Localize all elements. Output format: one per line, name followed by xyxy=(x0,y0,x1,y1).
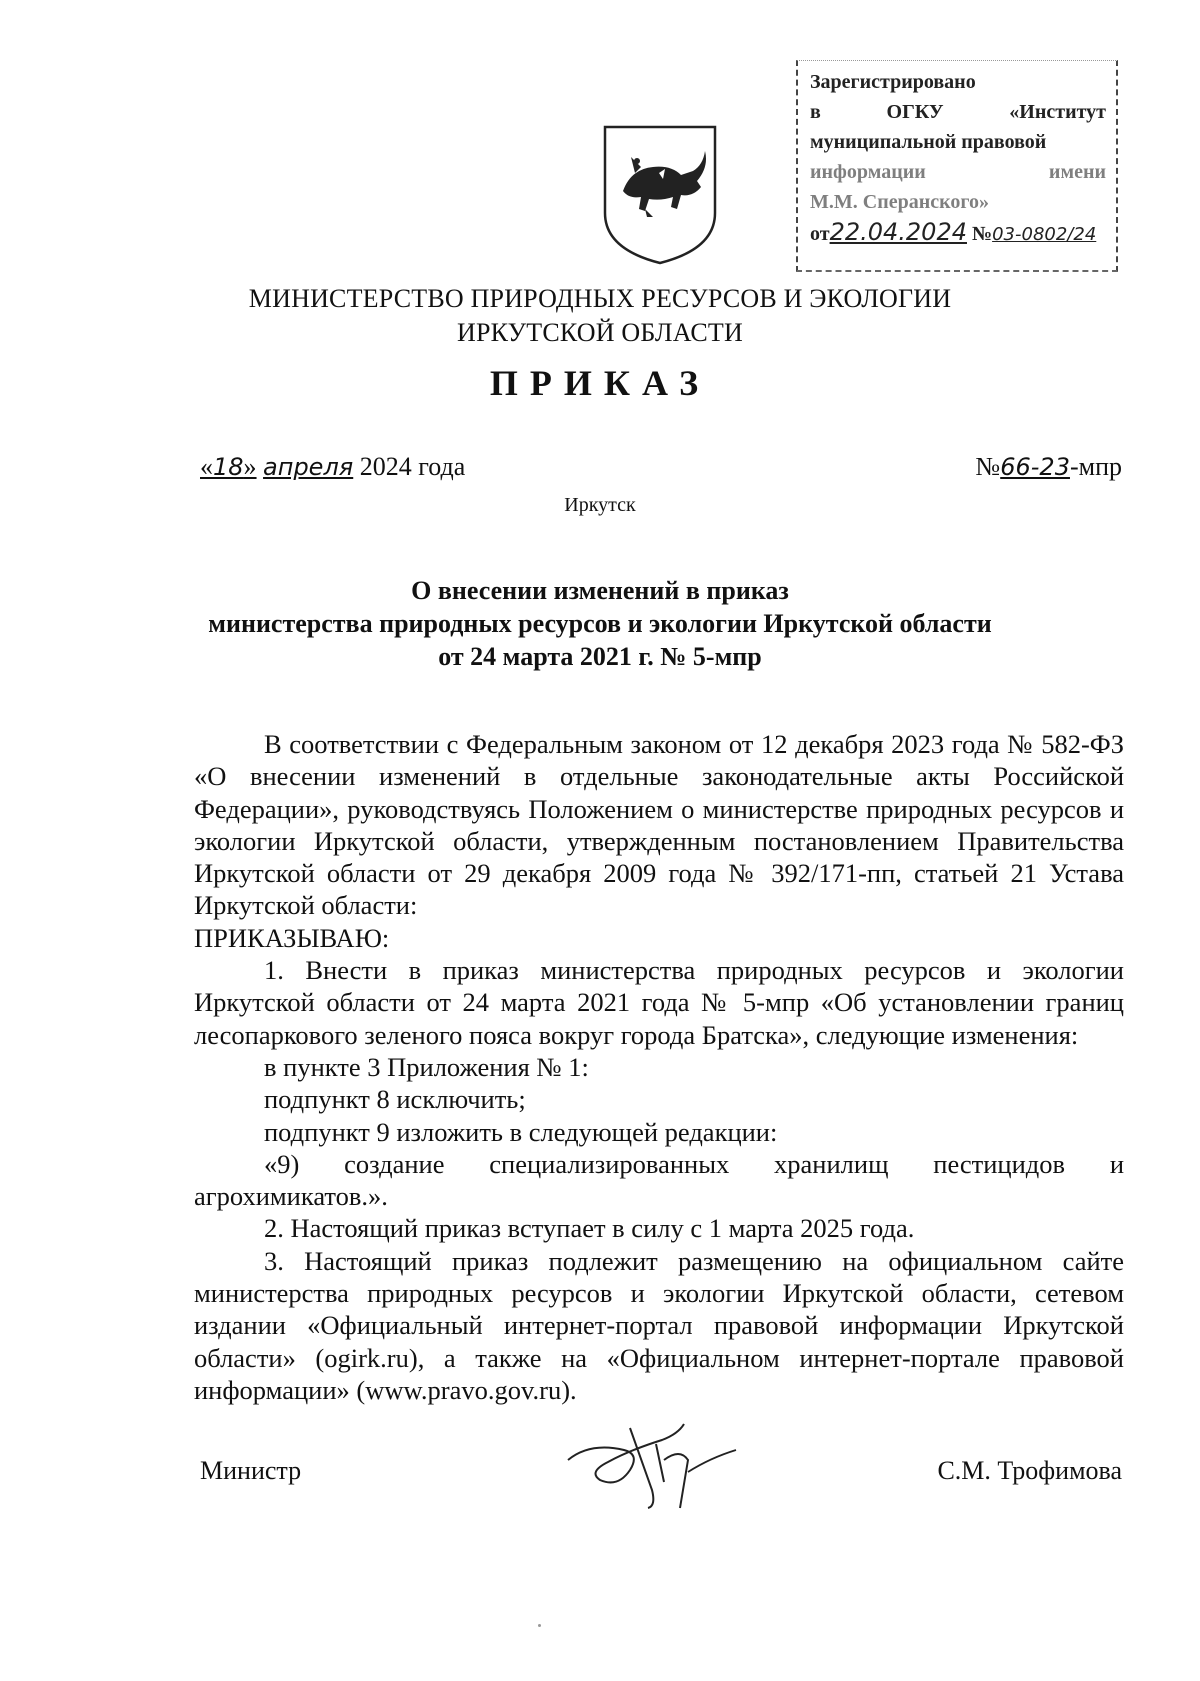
stamp-number-prefix: № xyxy=(971,223,993,245)
stamp-line-5: М.М. Сперанского» xyxy=(810,191,989,213)
date-month-handwritten: апреля xyxy=(263,453,354,481)
signer-position: Министр xyxy=(200,1456,302,1485)
stamp-line-2-b: ОГКУ xyxy=(886,101,944,123)
document-title xyxy=(0,574,1200,673)
stamp-line-3: муниципальной правовой xyxy=(810,131,1047,153)
document-body xyxy=(194,728,1124,1406)
item-1-paragraph: 1. Внести в приказ министерства природных ресурсов и экологии Иркутской области от 24 марта 2021 года № 5-мпр «Об установлении границ лесопаркового зеленого пояса вокруг города Братска», следующие изменения: xyxy=(194,955,1124,1050)
stamp-line-2 xyxy=(810,97,1106,127)
stamp-line-2-c: «Институт xyxy=(1009,101,1106,123)
item-2-paragraph: 2. Настоящий приказ вступает в силу с 1 марта 2025 года. xyxy=(264,1213,915,1244)
city-name: Иркутск xyxy=(564,494,636,516)
document-type: ПРИКАЗ xyxy=(489,363,711,403)
order-number xyxy=(975,452,1122,482)
coat-of-arms-icon xyxy=(601,121,719,267)
ministry-line-2: ИРКУТСКОЙ ОБЛАСТИ xyxy=(456,318,743,347)
stamp-number-handwritten: 03-0802/24 xyxy=(992,224,1097,245)
item-1-subpoint-d: «9) создание специализированных хранилищ пестицидов и агрохимикатов.». xyxy=(194,1148,1124,1212)
date-day-handwritten: 18 xyxy=(213,453,244,481)
title-line-1: О внесении изменений в приказ xyxy=(411,576,789,605)
order-number-prefix: № xyxy=(975,452,1001,481)
title-line-2: министерства природных ресурсов и экологии Иркутской области xyxy=(208,609,992,638)
date-year: 2024 года xyxy=(359,452,466,481)
stamp-line-4-b: имени xyxy=(1048,161,1106,183)
registration-stamp xyxy=(796,60,1118,272)
item-1-subpoint-a: в пункте 3 Приложения № 1: xyxy=(264,1051,589,1082)
date-quote-close: » xyxy=(243,452,257,481)
handwritten-signature xyxy=(560,1420,760,1510)
preamble-paragraph: В соответствии с Федеральным законом от 12 декабря 2023 года № 582-ФЗ «О внесении изменений в отдельные законодательные акты Российской Федерации», руководствуясь Положением о министерстве природных ресурсов и экологии Иркутской области, утвержденным постановлением Правительства Иркутской области от 29 декабря 2009 года № 392/171-пп, статьей 21 Устава Иркутской области: xyxy=(194,729,1124,921)
ministry-line-1: МИНИСТЕРСТВО ПРИРОДНЫХ РЕСУРСОВ И ЭКОЛОГИИ xyxy=(248,284,952,313)
stamp-line-1: Зарегистрировано xyxy=(810,71,976,93)
stamp-registration-line xyxy=(810,217,1106,250)
item-1-subpoint-b: подпункт 8 исключить; xyxy=(264,1084,526,1115)
date-quote-open: « xyxy=(200,452,213,481)
order-number-suffix: -мпр xyxy=(1069,452,1122,481)
item-1-subpoint-c: подпункт 9 изложить в следующей редакции: xyxy=(264,1116,778,1147)
stamp-date-prefix: от xyxy=(810,223,830,245)
item-3-paragraph: 3. Настоящий приказ подлежит размещению на официальном сайте министерства природных ресурсов и экологии Иркутской области, сетевом издании «Официальный интернет-портал правовой информации Иркутской области» (ogirk.ru), а также на «Официальном интернет-портале правовой информации» (www.pravo.gov.ru). xyxy=(194,1245,1124,1405)
order-word: ПРИКАЗЫВАЮ: xyxy=(194,922,390,953)
title-line-3: от 24 марта 2021 г. № 5-мпр xyxy=(438,642,762,671)
stamp-line-4 xyxy=(810,157,1106,187)
signer-name: С.М. Трофимова xyxy=(937,1456,1122,1485)
order-date xyxy=(200,452,465,482)
stamp-line-2-a: в xyxy=(810,101,821,123)
ministry-header xyxy=(0,282,1200,350)
stamp-date-handwritten: 22.04.2024 xyxy=(829,218,967,246)
stamp-line-4-a: информации xyxy=(810,161,926,183)
scan-speck xyxy=(538,1624,541,1627)
order-number-handwritten: 66-23 xyxy=(1000,453,1070,481)
